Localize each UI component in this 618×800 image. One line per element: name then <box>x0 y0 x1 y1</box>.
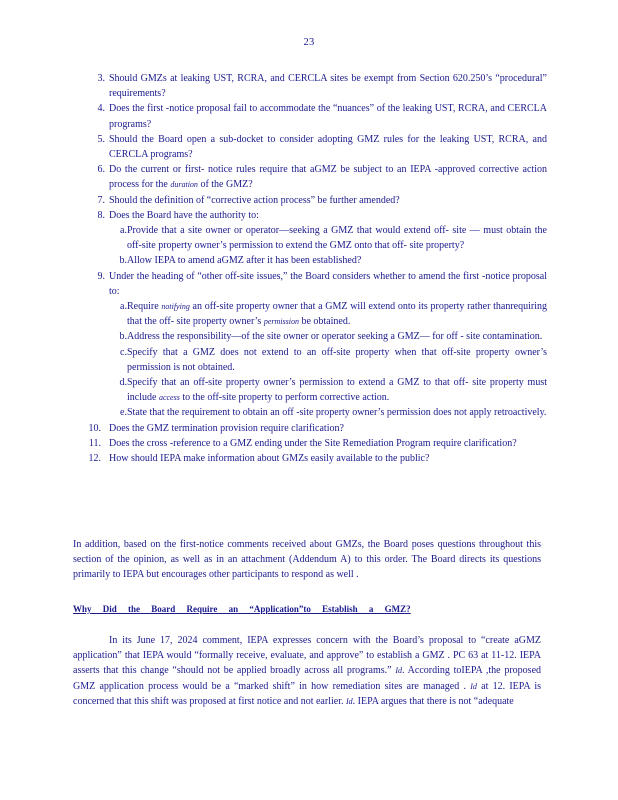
citation-id: Id <box>395 666 402 676</box>
item-text: Does the GMZ termination provision require clarification? <box>109 422 344 434</box>
sub-text-mid: an off-site property owner that a GMZ will extend onto its property rather thanrequiring that the off- site property owner’s <box>127 301 547 328</box>
item-number: 9. <box>97 270 105 282</box>
item-number: 11. <box>88 437 101 449</box>
para-sentence: . According toIEPA ,the proposed GMZ application process would be a “marked shift” in how remediation sites are managed . <box>73 665 542 692</box>
list-item <box>87 193 547 208</box>
item-text: Do the current or first- notice rules require that aGMZ be subject to an IEPA -approved corrective action process for the <box>109 164 547 191</box>
sub-item <box>109 253 547 268</box>
list-item <box>87 208 547 269</box>
citation-id: Id <box>345 696 353 706</box>
sub-text: Specify that a GMZ does not extend to an off-site property when that off-site property owner’s permission is not obtained. <box>127 346 547 373</box>
sub-letter: a. <box>120 225 127 237</box>
list-item <box>87 421 547 436</box>
sub-text-end: to the off-site property to perform corrective action. <box>182 392 390 404</box>
sub-item <box>109 223 547 253</box>
para-sentence: at 12. IEPA is concerned that this shift was proposed at first notice and not earlier. <box>73 680 542 707</box>
item-text: Does the cross -reference to a GMZ ending under the Site Remediation Program require clarification? <box>109 437 517 449</box>
list-item <box>87 71 547 101</box>
sub-text-end: be obtained. <box>301 316 351 328</box>
paragraph-iepa-comment <box>73 633 541 709</box>
item-number: 10. <box>88 422 101 434</box>
item-text: How should IEPA make information about GMZs easily available to the public? <box>109 453 430 465</box>
sub-text: Provide that a site owner or operator—seeking a GMZ that would extend off- site — must obtain the off-site property owner’s permission to extend the GMZ onto that off- site property? <box>127 225 547 252</box>
sub-letter: b. <box>119 331 127 343</box>
sub-text: Allow IEPA to amend aGMZ after it has been established? <box>127 255 362 267</box>
list-item <box>87 269 547 421</box>
sub-text: Require <box>127 301 159 313</box>
list-item <box>87 451 547 466</box>
sub-letter: b. <box>119 255 127 267</box>
item-number: 12. <box>88 453 101 465</box>
para-sentence: . IEPA argues that there is not “adequate <box>352 695 514 707</box>
question-list <box>87 71 547 466</box>
page-number: 23 <box>303 37 315 48</box>
sub-letter: a. <box>120 301 127 313</box>
para-sentence: In its June 17, 2024 comment, IEPA expresses concern with the Board’s proposal to “create aGMZ application” that IEPA would “formally receive, evaluate, and approve” to establish a GMZ . PC 63 at 11-12. IEPA asserts that this change “should not be applied broadly across all programs.” <box>73 635 541 677</box>
item-number: 5. <box>97 133 105 145</box>
paragraph-addition: In addition, based on the first-notice comments received about GMZs, the Board poses questions throughout this section of the opinion, as well as in an attachment (Addendum A) to this order. The Board directs its questions primarily to IEPA but encourages other participants to respond as well . <box>73 539 541 581</box>
item-text: Should GMZs at leaking UST, RCRA, and CERCLA sites be exempt from Section 620.250’s “procedural” requirements? <box>109 73 547 100</box>
sub-text: Specify that an off-site property owner’s permission to extend a GMZ to that off- site property must include <box>127 377 547 404</box>
sub-text: State that the requirement to obtain an off -site property owner’s permission does not apply retroactively. <box>127 407 547 419</box>
sub-letter: c. <box>120 346 127 358</box>
sub-item <box>109 405 547 420</box>
item-text: Under the heading of “other off-site issues,” the Board considers whether to amend the first -notice proposal to: <box>109 270 547 297</box>
list-item <box>87 101 547 131</box>
item-text: Should the definition of “corrective action process” be further amended? <box>109 194 400 206</box>
sub-item <box>109 375 547 405</box>
item-number: 7. <box>97 194 105 206</box>
item-number: 4. <box>97 103 105 115</box>
item-text: Does the Board have the authority to: <box>109 209 259 221</box>
item-text: Does the first -notice proposal fail to accommodate the “nuances” of the leaking UST, RCRA, and CERCLA programs? <box>109 103 547 130</box>
section-heading: Why Did the Board Require an “Application”to Establish a GMZ? <box>73 604 411 614</box>
item-text: Should the Board open a sub-docket to consider adopting GMZ rules for the leaking UST, RCRA, and CERCLA programs? <box>109 133 547 161</box>
item-number: 8. <box>97 209 105 221</box>
list-item <box>87 132 547 162</box>
list-item <box>87 436 547 451</box>
item-number: 6. <box>97 164 105 176</box>
emphasis-permission: permission <box>263 317 299 327</box>
emphasis-access: access <box>158 393 180 403</box>
emphasis-notifying: notifying <box>161 302 190 312</box>
list-item <box>87 162 547 192</box>
sub-text: Address the responsibility—of the site owner or operator seeking a GMZ— for off - site contamination. <box>127 331 543 343</box>
item-number: 3. <box>97 73 105 84</box>
sub-letter: e. <box>120 407 127 419</box>
citation-id: Id <box>470 681 477 691</box>
sub-letter: d. <box>119 377 127 389</box>
item-text-end: of the GMZ? <box>200 179 253 191</box>
emphasis-duration: duration <box>170 180 198 190</box>
sub-item <box>109 329 547 344</box>
sub-item <box>109 299 547 329</box>
sub-item <box>109 345 547 375</box>
